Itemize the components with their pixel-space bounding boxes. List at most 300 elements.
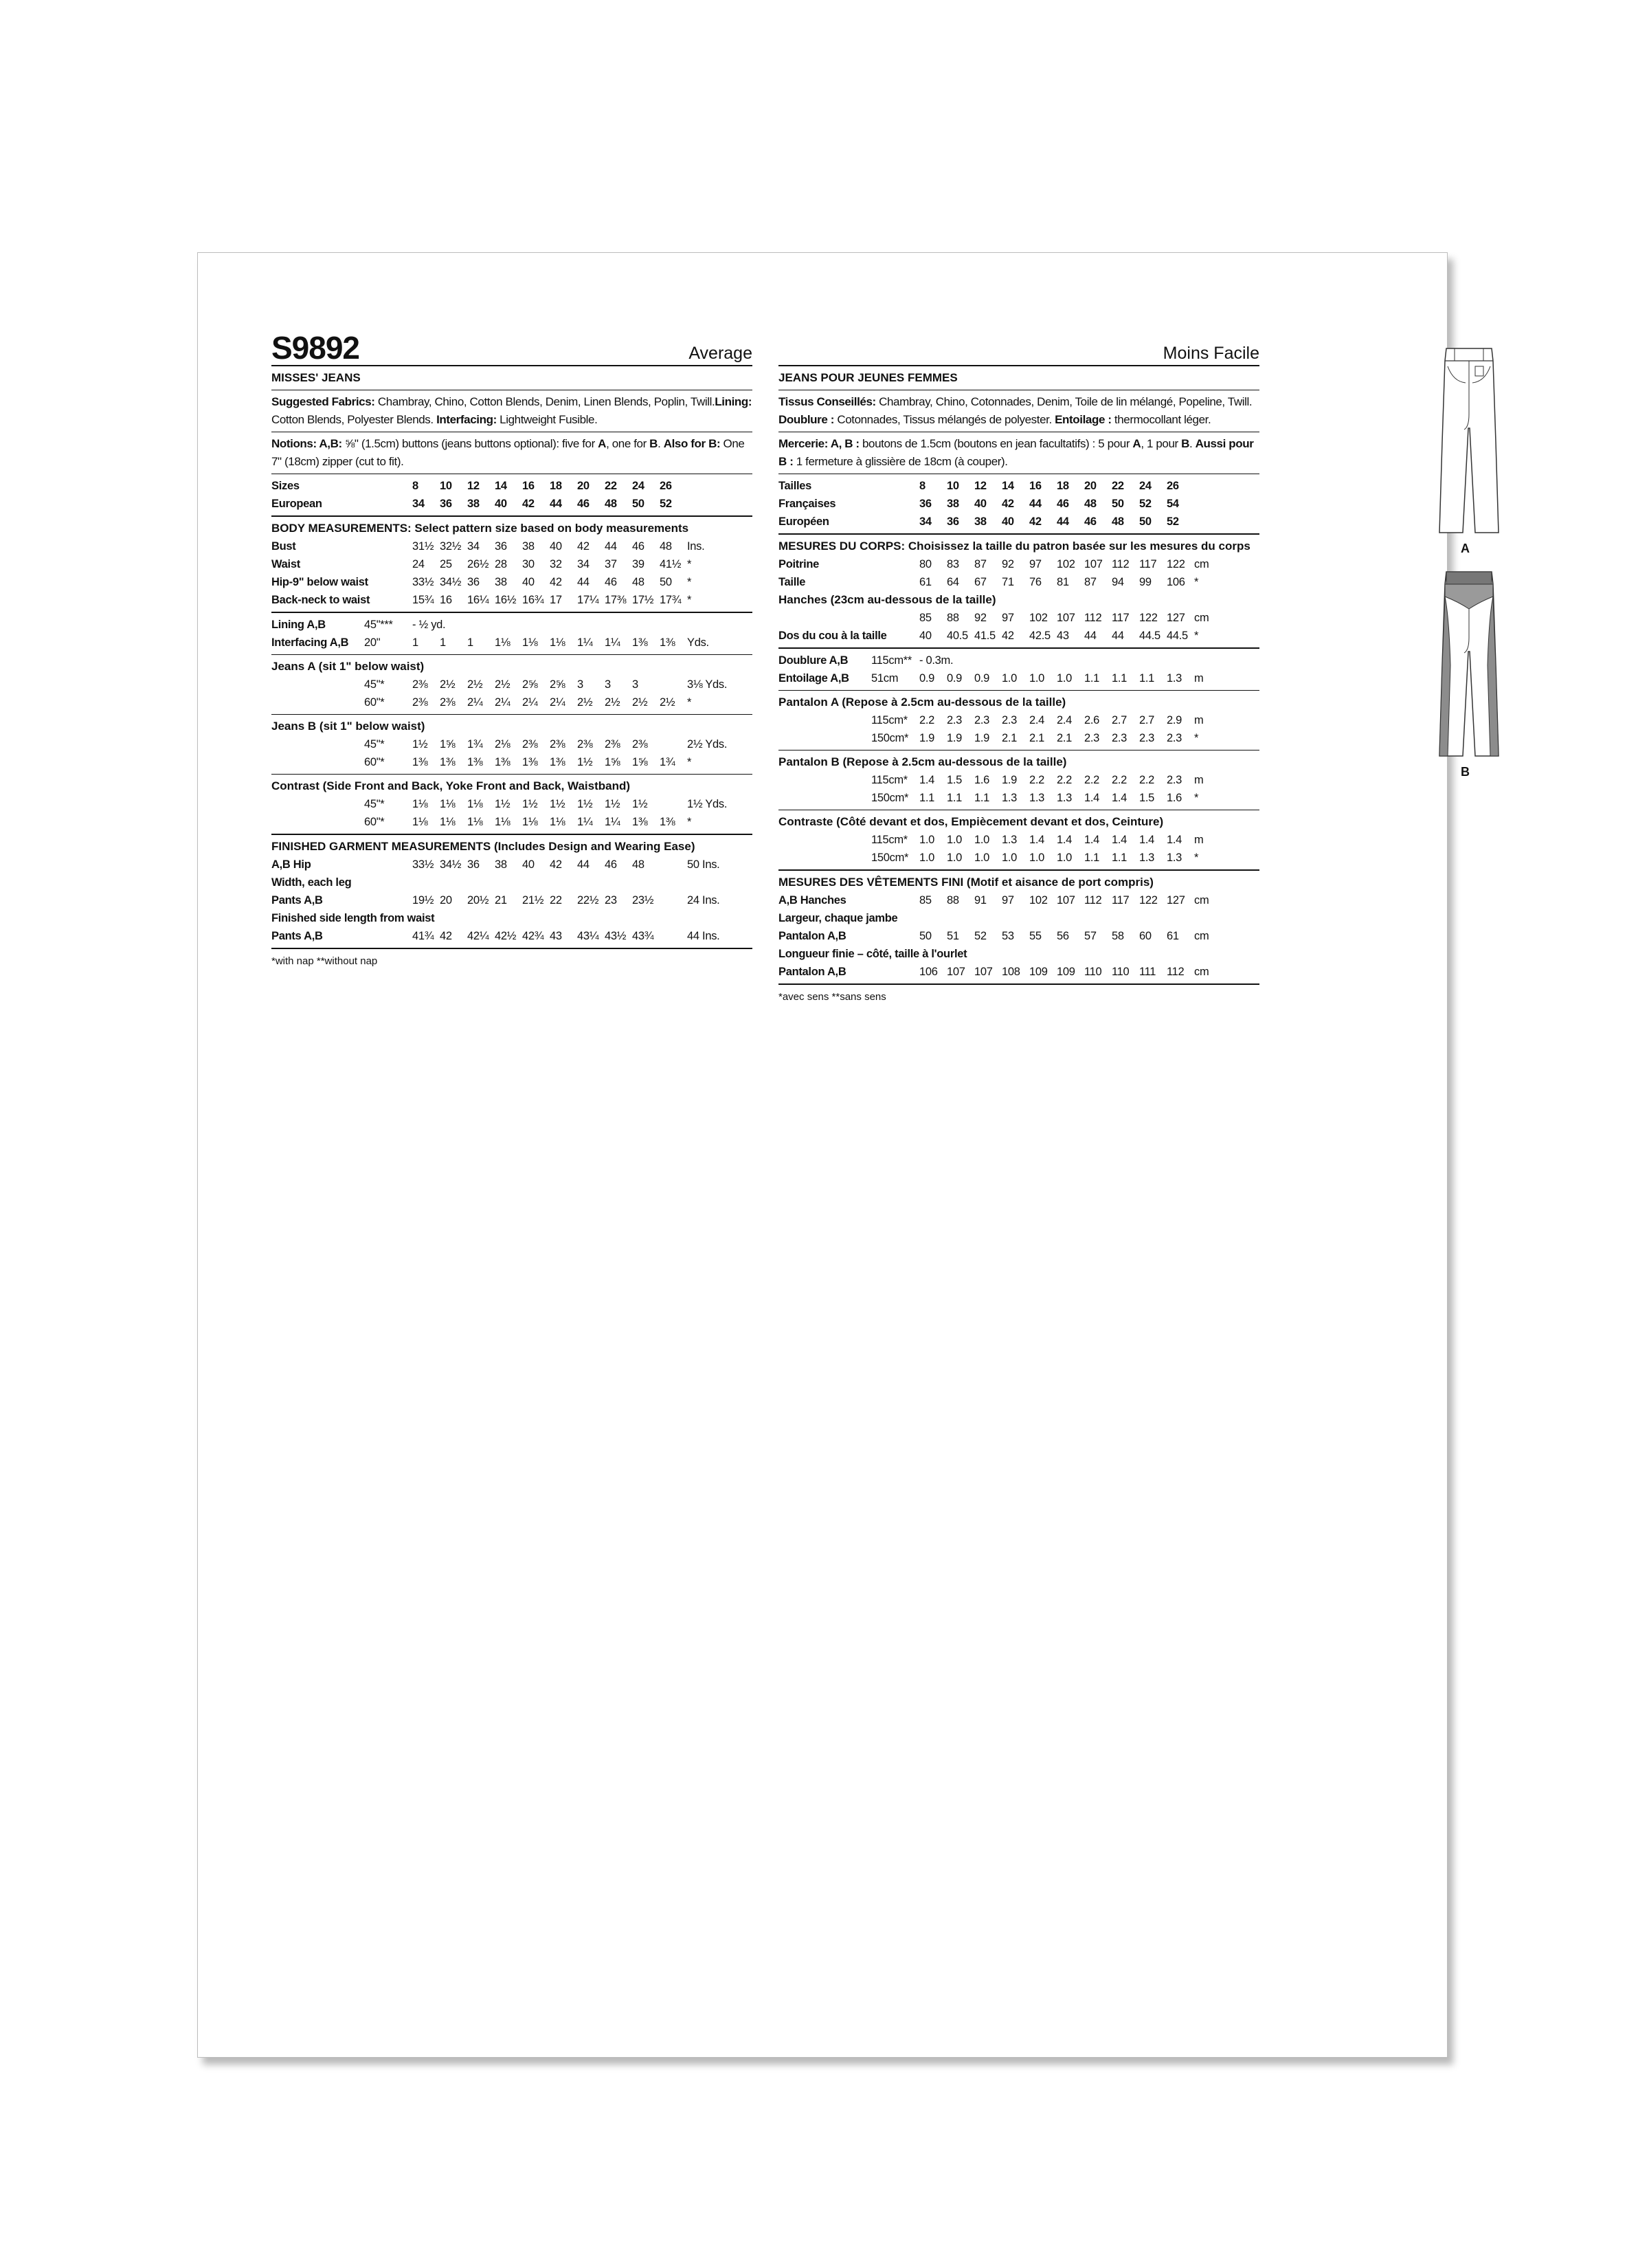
table-cell: 38 xyxy=(495,576,507,588)
row-unit xyxy=(1194,477,1259,495)
table-cell: 26 xyxy=(1167,480,1179,492)
table-cell: 48 xyxy=(632,858,644,871)
table-cell: 18 xyxy=(1057,480,1069,492)
finished-title: FINISHED GARMENT MEASUREMENTS (Includes Design and Wearing Ease) xyxy=(271,840,695,853)
row-unit: 3⅛ Yds. xyxy=(687,678,728,691)
table-row xyxy=(271,735,752,753)
table-cell: 2⅜ xyxy=(522,738,538,751)
table-cell: 102 xyxy=(1029,612,1048,624)
title-section xyxy=(271,366,752,390)
row-label: Lining A,B xyxy=(271,619,326,631)
table-cell: 1.4 xyxy=(1029,834,1045,846)
row-sublabel: 20" xyxy=(364,636,381,649)
row-unit: * xyxy=(1194,792,1199,804)
table-cell: 2¼ xyxy=(467,696,483,709)
row-sublabel: 45"* xyxy=(364,678,385,691)
table-cell: 2.1 xyxy=(1029,732,1045,744)
table-cell: 122 xyxy=(1139,612,1158,624)
table-cell: 32½ xyxy=(440,540,462,553)
table-cell: 36 xyxy=(440,498,452,510)
table-cell: 1⅜ xyxy=(550,756,565,768)
row-unit: * xyxy=(1194,732,1199,744)
table-cell: 2.2 xyxy=(1029,774,1045,786)
table-cell: 56 xyxy=(1057,930,1069,942)
table-cell: 22½ xyxy=(577,894,599,907)
table-cell: 37 xyxy=(605,558,617,570)
table-row xyxy=(778,669,1259,687)
table-cell: 0.9 xyxy=(947,672,963,685)
table-cell: 38 xyxy=(522,540,535,553)
row-label: Hip-9" below waist xyxy=(271,576,368,588)
table-cell: 92 xyxy=(1002,558,1014,570)
table-cell: 48 xyxy=(1112,515,1124,528)
table-cell: 39 xyxy=(632,558,644,570)
row-label: Interfacing A,B xyxy=(271,636,349,649)
table-cell: 2.1 xyxy=(1057,732,1073,744)
table-cell: 43½ xyxy=(605,930,627,942)
table-cell: 1½ xyxy=(605,798,620,810)
table-cell: 44 xyxy=(605,540,617,553)
body-measurements-table xyxy=(271,537,752,609)
table-row xyxy=(271,477,752,495)
pattern-code: S9892 xyxy=(271,330,360,366)
table-row xyxy=(778,963,1259,981)
table-cell: 1¾ xyxy=(660,756,675,768)
table-cell: 102 xyxy=(1057,558,1075,570)
table-cell: 1.0 xyxy=(919,852,935,864)
table-cell xyxy=(660,676,687,693)
table-cell: 50 xyxy=(660,576,672,588)
table-cell: 2.3 xyxy=(947,714,963,726)
table-cell: 102 xyxy=(1029,894,1048,907)
table-cell: 44 xyxy=(577,858,590,871)
row-unit: cm xyxy=(1194,894,1209,907)
table-cell: 2½ xyxy=(495,678,511,691)
table-cell: 112 xyxy=(1167,966,1185,978)
table-cell: 1.0 xyxy=(1002,852,1018,864)
table-cell: 2⅜ xyxy=(440,696,456,709)
header xyxy=(271,325,752,366)
table-cell: 22 xyxy=(605,480,617,492)
jeans-b-table xyxy=(271,735,752,771)
row-label xyxy=(271,735,364,753)
row-sublabel: 45"* xyxy=(364,798,385,810)
table-cell: 42 xyxy=(1029,515,1042,528)
table-cell: 1⅛ xyxy=(440,798,456,810)
table-cell: 2.2 xyxy=(919,714,935,726)
table-cell: 61 xyxy=(1167,930,1179,942)
row-unit: m xyxy=(1194,714,1204,726)
table-cell: 2.3 xyxy=(974,714,990,726)
row-label: Dos du cou à la taille xyxy=(778,630,887,642)
row-label: Bust xyxy=(271,540,296,553)
notions-section-fr xyxy=(778,432,1259,474)
table-cell: 1.3 xyxy=(1057,792,1073,804)
table-cell: 36 xyxy=(947,515,959,528)
jeans-b-title: Jeans B (sit 1" below waist) xyxy=(271,720,425,733)
table-cell: 26½ xyxy=(467,558,489,570)
table-cell: 1⅜ xyxy=(522,756,538,768)
table-cell: 40 xyxy=(919,630,932,642)
contrast-title: Contrast (Side Front and Back, Yoke Front and Back, Waistband) xyxy=(271,779,631,792)
table-cell: 12 xyxy=(467,480,480,492)
table-row xyxy=(271,634,752,652)
row-unit xyxy=(687,495,752,513)
table-cell: 1.0 xyxy=(1029,672,1045,685)
difficulty-level-fr: Moins Facile xyxy=(1163,344,1259,363)
row-label xyxy=(778,831,871,849)
row-sublabel: 60"* xyxy=(364,756,385,768)
table-row xyxy=(778,477,1259,495)
table-cell: 1.3 xyxy=(1167,852,1182,864)
view-a-drawing xyxy=(1438,346,1500,542)
table-cell: 20 xyxy=(440,894,452,907)
table-cell: 2.4 xyxy=(1029,714,1045,726)
table-cell: 53 xyxy=(1002,930,1014,942)
table-cell: 1.3 xyxy=(1002,792,1018,804)
table-cell: 1.4 xyxy=(1112,792,1128,804)
table-cell: 15¾ xyxy=(412,594,434,606)
pantalon-b-table xyxy=(778,771,1259,807)
sizes-section-fr xyxy=(778,474,1259,535)
contrast-table xyxy=(271,795,752,831)
hanches-label: Hanches (23cm au-dessous de la taille) xyxy=(778,593,996,606)
table-cell: 1.0 xyxy=(1002,672,1018,685)
sizes-section xyxy=(271,474,752,517)
table-cell: 1.4 xyxy=(919,774,935,786)
body-measurements-title: BODY MEASUREMENTS: Select pattern size based on body measurements xyxy=(271,522,689,535)
table-cell: 2½ xyxy=(440,678,456,691)
row-label xyxy=(778,729,871,747)
table-cell: 42 xyxy=(522,498,535,510)
table-cell: 1.1 xyxy=(947,792,963,804)
table-cell: 67 xyxy=(974,576,987,588)
table-row xyxy=(271,795,752,813)
row-label xyxy=(271,813,364,831)
row-sublabel: 45"*** xyxy=(364,619,393,631)
table-cell: 99 xyxy=(1139,576,1152,588)
view-b-drawing xyxy=(1438,569,1500,765)
table-cell: 108 xyxy=(1002,966,1020,978)
table-cell: 1⅜ xyxy=(632,636,648,649)
footnote: *with nap **without nap xyxy=(271,955,378,967)
table-cell: 34 xyxy=(467,540,480,553)
table-cell: 17½ xyxy=(632,594,654,606)
row-sublabel: 60"* xyxy=(364,816,385,828)
table-row xyxy=(778,652,1259,669)
row-unit xyxy=(1194,513,1259,531)
table-cell: 16 xyxy=(522,480,535,492)
view-b-label: B xyxy=(1461,765,1470,779)
table-cell: 44.5 xyxy=(1167,630,1188,642)
table-cell: 1⅜ xyxy=(632,816,648,828)
table-cell: 2.6 xyxy=(1084,714,1100,726)
table-cell xyxy=(660,795,687,813)
table-row xyxy=(778,573,1259,591)
table-cell: 17¾ xyxy=(660,594,682,606)
table-cell: 1.0 xyxy=(947,834,963,846)
row-unit: Yds. xyxy=(687,636,709,649)
table-cell: 106 xyxy=(1167,576,1185,588)
table-cell: 20½ xyxy=(467,894,489,907)
table-cell: 50 xyxy=(919,930,932,942)
table-cell: 44 xyxy=(577,576,590,588)
table-row xyxy=(778,609,1259,627)
table-cell: 1.0 xyxy=(919,834,935,846)
table-cell: 22 xyxy=(550,894,562,907)
table-cell: 34 xyxy=(919,515,932,528)
table-row xyxy=(271,555,752,573)
table-cell: 1 xyxy=(440,636,446,649)
table-cell: 36 xyxy=(467,576,480,588)
row-unit: 44 Ins. xyxy=(687,930,720,942)
row-label: Françaises xyxy=(778,498,836,510)
table-cell: 1 xyxy=(412,636,418,649)
table-cell: 107 xyxy=(1084,558,1103,570)
table-cell: 40.5 xyxy=(947,630,968,642)
row-label: A,B Hanches xyxy=(778,894,846,907)
row-unit: m xyxy=(1194,834,1204,846)
table-row xyxy=(778,729,1259,747)
french-column xyxy=(778,325,1259,1005)
table-cell: 24 xyxy=(1139,480,1152,492)
table-cell: 1.9 xyxy=(947,732,963,744)
table-cell: 46 xyxy=(605,858,617,871)
table-cell: 10 xyxy=(440,480,452,492)
table-cell: 1.1 xyxy=(1084,852,1100,864)
table-cell: 1½ xyxy=(632,798,648,810)
table-cell xyxy=(660,927,687,945)
row-label: Pants A,B xyxy=(271,930,323,942)
table-cell: 46 xyxy=(632,540,644,553)
row-text: - ½ yd. xyxy=(412,619,446,631)
table-cell: 44 xyxy=(550,498,562,510)
table-cell: 122 xyxy=(1139,894,1158,907)
jeans-a-section xyxy=(271,655,752,715)
table-cell: 22 xyxy=(1112,480,1124,492)
lining-table xyxy=(271,616,752,652)
row-unit xyxy=(1194,495,1259,513)
table-cell: 42 xyxy=(1002,630,1014,642)
table-cell: 38 xyxy=(974,515,987,528)
doublure-table xyxy=(778,652,1259,687)
table-cell: 16½ xyxy=(495,594,517,606)
table-cell: 1.9 xyxy=(974,732,990,744)
table-cell: 2½ xyxy=(632,696,648,709)
row-sublabel: 115cm* xyxy=(871,834,908,846)
table-row xyxy=(271,495,752,513)
table-cell: 41¾ xyxy=(412,930,434,942)
subheading: Width, each leg xyxy=(271,876,352,889)
table-row xyxy=(271,874,752,891)
table-cell: 1¾ xyxy=(467,738,483,751)
row-label: A,B Hip xyxy=(271,858,311,871)
row-label: Waist xyxy=(271,558,300,570)
table-cell: 38 xyxy=(467,498,480,510)
body-measurements-table-fr xyxy=(778,555,1259,591)
table-cell: 2¼ xyxy=(495,696,511,709)
table-row xyxy=(271,753,752,771)
table-cell: 1.5 xyxy=(1139,792,1155,804)
contraste-title: Contraste (Côté devant et dos, Empiècement devant et dos, Ceinture) xyxy=(778,815,1164,828)
row-label: Tailles xyxy=(778,480,812,492)
row-sublabel: 150cm* xyxy=(871,732,909,744)
table-row xyxy=(778,627,1259,645)
row-label xyxy=(778,789,871,807)
table-cell: 2½ xyxy=(605,696,620,709)
table-row xyxy=(778,927,1259,945)
table-cell: 8 xyxy=(412,480,418,492)
table-cell: 1⅛ xyxy=(550,636,565,649)
table-cell: 28 xyxy=(495,558,507,570)
table-cell: 1.4 xyxy=(1139,834,1155,846)
table-cell: 1.1 xyxy=(919,792,935,804)
pantalon-a-table xyxy=(778,711,1259,747)
pantalon-a-title: Pantalon A (Repose à 2.5cm au-dessous de la taille) xyxy=(778,696,1066,709)
table-cell: 1½ xyxy=(577,798,593,810)
pattern-envelope-back xyxy=(197,252,1470,2058)
doublure-section xyxy=(778,649,1259,691)
row-unit xyxy=(687,477,752,495)
row-unit: cm xyxy=(1194,966,1209,978)
table-cell: 19½ xyxy=(412,894,434,907)
table-cell: 1.4 xyxy=(1084,834,1100,846)
table-cell: 0.9 xyxy=(974,672,990,685)
table-cell: 88 xyxy=(947,894,959,907)
table-cell: 34 xyxy=(577,558,590,570)
row-unit: 24 Ins. xyxy=(687,894,720,907)
table-cell: 111 xyxy=(1139,966,1156,978)
table-cell xyxy=(660,735,687,753)
table-cell: 2⅝ xyxy=(522,678,538,691)
row-label: Taille xyxy=(778,576,806,588)
table-cell: 42½ xyxy=(495,930,517,942)
row-label xyxy=(271,753,364,771)
table-cell: 2¼ xyxy=(550,696,565,709)
table-cell: 21½ xyxy=(522,894,544,907)
table-cell: 36 xyxy=(919,498,932,510)
table-cell: 42 xyxy=(577,540,590,553)
table-cell: 1¼ xyxy=(605,816,620,828)
table-cell: 1 xyxy=(467,636,473,649)
pantalon-b-section xyxy=(778,751,1259,810)
table-cell: 2⅜ xyxy=(412,696,428,709)
table-cell: 17⅜ xyxy=(605,594,627,606)
table-cell: 2⅜ xyxy=(577,738,593,751)
table-cell: 88 xyxy=(947,612,959,624)
table-row xyxy=(271,693,752,711)
row-label xyxy=(778,711,871,729)
table-cell: 1⅛ xyxy=(495,816,511,828)
table-cell: 2⅜ xyxy=(605,738,620,751)
table-cell: 91 xyxy=(974,894,987,907)
table-cell: 1¼ xyxy=(577,636,593,649)
table-cell: 1.0 xyxy=(1057,852,1073,864)
table-cell: 17 xyxy=(550,594,562,606)
table-cell: 3 xyxy=(605,678,611,691)
jeans-a-table xyxy=(271,676,752,711)
table-cell: 43¼ xyxy=(577,930,599,942)
table-cell: 1⅜ xyxy=(412,756,428,768)
table-cell: 44 xyxy=(1057,515,1069,528)
table-cell: 34½ xyxy=(440,576,462,588)
subheading: Largeur, chaque jambe xyxy=(778,912,898,924)
row-label xyxy=(271,795,364,813)
table-cell: 16 xyxy=(440,594,452,606)
table-cell: 2.1 xyxy=(1002,732,1018,744)
table-cell: 1⅜ xyxy=(660,636,675,649)
table-cell: 1.3 xyxy=(1002,834,1018,846)
table-cell: 2.2 xyxy=(1084,774,1100,786)
table-cell: 1.4 xyxy=(1112,834,1128,846)
table-cell: 41½ xyxy=(660,558,682,570)
table-cell: 83 xyxy=(947,558,959,570)
table-cell: 2.3 xyxy=(1167,774,1182,786)
row-unit: * xyxy=(687,576,692,588)
row-unit: 2½ Yds. xyxy=(687,738,728,751)
table-row xyxy=(271,591,752,609)
table-cell: 1½ xyxy=(412,738,428,751)
table-cell: 1.9 xyxy=(1002,774,1018,786)
table-cell: 20 xyxy=(1084,480,1097,492)
table-cell: 2⅝ xyxy=(550,678,565,691)
table-cell: 52 xyxy=(974,930,987,942)
table-cell: 17¼ xyxy=(577,594,599,606)
table-cell: 92 xyxy=(974,612,987,624)
table-cell: 1.3 xyxy=(1139,852,1155,864)
row-label: Pantalon A,B xyxy=(778,930,846,942)
table-cell: 81 xyxy=(1057,576,1069,588)
table-cell: 58 xyxy=(1112,930,1124,942)
table-cell: 2.2 xyxy=(1139,774,1155,786)
table-cell: 1⅛ xyxy=(495,636,511,649)
table-cell: 32 xyxy=(550,558,562,570)
contraste-table xyxy=(778,831,1259,867)
table-cell: 1½ xyxy=(495,798,511,810)
table-cell: 14 xyxy=(1002,480,1014,492)
table-cell: 1⅛ xyxy=(550,816,565,828)
table-cell: 1⅛ xyxy=(467,798,483,810)
table-cell: 1.1 xyxy=(1112,852,1128,864)
row-label: Européen xyxy=(778,515,829,528)
row-unit: * xyxy=(1194,630,1199,642)
table-cell: 50 xyxy=(1139,515,1152,528)
row-unit: * xyxy=(687,756,692,768)
table-cell: 97 xyxy=(1002,894,1014,907)
table-cell: 2.7 xyxy=(1139,714,1155,726)
table-cell: 21 xyxy=(495,894,507,907)
table-cell: 61 xyxy=(919,576,932,588)
table-cell xyxy=(660,856,687,874)
table-cell: 1½ xyxy=(577,756,593,768)
english-column xyxy=(271,325,752,970)
table-cell: 64 xyxy=(947,576,959,588)
difficulty-level: Average xyxy=(688,344,752,363)
row-label xyxy=(778,849,871,867)
table-cell: 12 xyxy=(974,480,987,492)
table-cell: 52 xyxy=(660,498,672,510)
garment-title-fr: JEANS POUR JEUNES FEMMES xyxy=(778,371,958,384)
table-cell: 110 xyxy=(1112,966,1130,978)
fabrics-text: Suggested Fabrics: Chambray, Chino, Cotton Blends, Denim, Linen Blends, Poplin, Twill.Lining: Cotton Blends, Polyester Blends. Interfacing: Lightweight Fusible. xyxy=(271,395,752,426)
table-cell: 50 xyxy=(1112,498,1124,510)
table-cell: 2.3 xyxy=(1139,732,1155,744)
table-cell: 1⅝ xyxy=(440,738,456,751)
table-cell: 2.7 xyxy=(1112,714,1128,726)
table-cell: 107 xyxy=(947,966,965,978)
table-cell: 44.5 xyxy=(1139,630,1160,642)
table-cell: 1.0 xyxy=(974,852,990,864)
